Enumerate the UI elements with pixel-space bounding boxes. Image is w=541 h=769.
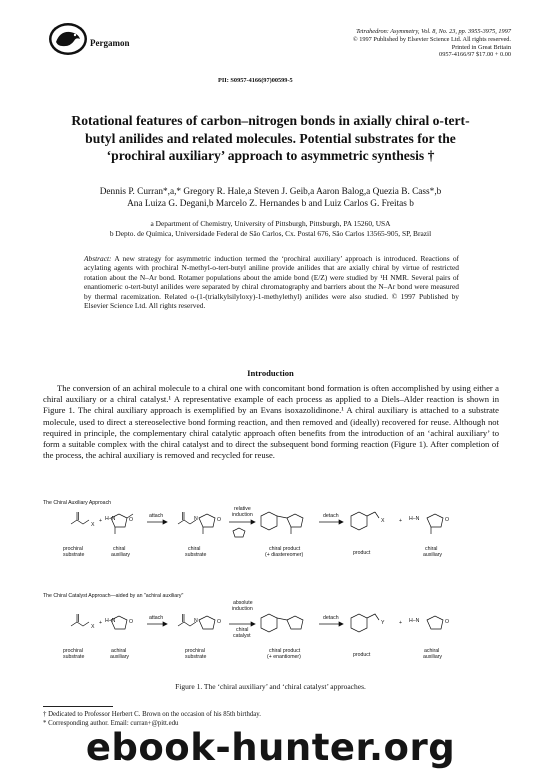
product-label-1: product <box>353 550 371 556</box>
achiral-label-1: achiral <box>111 648 127 654</box>
plus-3: + <box>99 620 103 626</box>
auxiliary-label-3: auxiliary <box>110 654 130 660</box>
row1-title: The Chiral Auxiliary Approach <box>43 500 112 506</box>
figure-1-scheme <box>43 498 499 670</box>
title-line-1: Rotational features of carbon–nitrogen bonds in axially chiral o-tert- <box>71 113 470 128</box>
copyright-line: © 1997 Published by Elsevier Science Ltd. All rights reserved. <box>352 35 511 43</box>
watermark: ebook-hunter.org <box>85 726 456 769</box>
affiliations <box>28 219 513 238</box>
detach-label-2: detach <box>323 615 339 621</box>
pergamon-logo <box>48 22 88 56</box>
detach-label-1: detach <box>323 513 339 519</box>
title-line-2: butyl anilides and related molecules. Potential substrates for the <box>85 130 456 146</box>
prochiral-label-2: prochiral <box>63 648 83 654</box>
auxiliary-label-2: auxiliary <box>423 552 443 558</box>
substrate-label-2: substrate <box>185 552 207 558</box>
prochiral-label-3: prochiral <box>185 648 205 654</box>
atom-n-2: N <box>194 618 198 624</box>
attach-label-1: attach <box>149 513 164 519</box>
atom-hn-4: H–N <box>409 618 420 624</box>
enantiomer-label: (+ enantiomer) <box>267 654 301 660</box>
chiral-label-cat: chiral <box>236 627 249 633</box>
footnote-dagger: † Dedicated to Professor Herbert C. Brown on the occasion of his 85th birthday. <box>43 711 261 718</box>
plus-1: + <box>99 518 103 524</box>
atom-hn-2: H–N <box>409 516 420 522</box>
absolute-label: absolute <box>233 600 253 606</box>
substrate-label-3: substrate <box>63 654 85 660</box>
row2-title: The Chiral Catalyst Approach—aided by an "achiral auxiliary" <box>43 593 184 599</box>
catalyst-label: catalyst <box>233 633 251 639</box>
journal-citation: Tetrahedron: Asymmetry, Vol. 8, No. 23, pp. 3955-3975, 1997 <box>356 28 511 35</box>
plus-4: + <box>399 620 403 626</box>
title-line-3: ‘prochiral auxiliary’ approach to asymmetric synthesis † <box>106 148 435 163</box>
publisher-name: Pergamon <box>90 38 130 48</box>
pii-code: PII: S0957-4166(97)00599-5 <box>218 77 293 84</box>
achiral-label-2: achiral <box>424 648 440 654</box>
atom-hn-1: H–N <box>105 516 116 522</box>
author-list <box>28 186 513 210</box>
substrate-label-1: substrate <box>63 552 85 558</box>
atom-o-5: O <box>217 619 222 625</box>
intro-paragraph: The conversion of an achiral molecule to a chiral one with concomitant bond formation is often accomplished by using either a chiral auxiliary or a chiral catalyst.¹ A representative example of each process as applied to a Diels–Alder reaction is shown in Figure 1. The chiral auxiliary approach is exemplified by an Evans isoxazolidinone.¹ A chiral auxiliary is attached to a substrate molecule, used to direct a stereoselective bond forming reaction, and then removed and (ideally) recovered for reuse. Although not required in principle, the complementary chiral catalytic approach often benefits from the introduction of an ‘achiral auxiliary’ to form a suitable complex with the chiral catalyst and to direct the subsequent bond forming reaction (Figure 1). After completion of the process, the achiral auxiliary is removed and recycled for reuse. <box>43 383 499 461</box>
figure-caption: Figure 1. The ‘chiral auxiliary’ and ‘chiral catalyst’ approaches. <box>175 682 366 691</box>
atom-o-4: O <box>129 619 134 625</box>
journal-info <box>353 28 511 59</box>
chiral-product-label-2: chiral product <box>269 648 301 654</box>
atom-hn-3: H–N <box>105 618 116 624</box>
atom-o-6: O <box>445 619 450 625</box>
authors-line-1: Dennis P. Curran*,a,* Gregory R. Hale,a Steven J. Geib,a Aaron Balog,a Quezia B. Cass*,b <box>99 187 442 197</box>
footnote-rule <box>43 706 113 707</box>
chiral-label-2: chiral <box>188 546 201 552</box>
price-line: 0957-4166/97 $17.00 + 0.00 <box>439 51 511 59</box>
chiral-product-label-1: chiral product <box>269 546 301 552</box>
article-title <box>30 112 511 165</box>
atom-y: Y <box>381 620 385 626</box>
atom-o-3: O <box>445 517 450 523</box>
chiral-label-3: chiral <box>425 546 438 552</box>
section-heading: Introduction <box>247 368 294 378</box>
substrate-label-4: substrate <box>185 654 207 660</box>
abstract <box>84 254 459 310</box>
abstract-text: A new strategy for asymmetric induction termed the ‘prochiral auxiliary’ approach is introduced. Reactions of acylating agents with prochiral N-methyl-o-tert-butyl aniline provide anilides that are axially chiral by virtue of restricted rotation about the N–Ar bond. Rotamer populations about the amide bond (E/Z) were studied by ¹H NMR. Several pairs of enantiomeric o-tert-butyl anilides were separated by chiral chromatography and barriers about the N–Ar bond were measured by thermal racemization. Related o-(1-(trialkylsilyloxy)-1-methylethyl) anilides were also studied. © 1997 Published by Elsevier Science Ltd. All rights reserved. <box>84 254 459 311</box>
induction-label-1: induction <box>232 512 253 518</box>
abstract-label: Abstract: <box>84 254 112 263</box>
atom-o-1: O <box>129 517 134 523</box>
affiliation-a: a Department of Chemistry, University of Pittsburgh, Pittsburgh, PA 15260, USA <box>150 219 391 228</box>
atom-x-1: X <box>91 522 95 528</box>
footnote-corresponding: * Corresponding author. Email: curran+@pitt.edu <box>43 720 179 727</box>
attach-label-2: attach <box>149 615 164 621</box>
atom-n-1: N <box>194 516 198 522</box>
auxiliary-label-1: auxiliary <box>111 552 131 558</box>
affiliation-b: b Depto. de Química, Universidade Federal de São Carlos, Cx. Postal 676, São Carlos 13565-905, SP, Brazil <box>109 228 432 238</box>
atom-o-2: O <box>217 517 222 523</box>
chiral-label-1: chiral <box>113 546 126 552</box>
prochiral-label-1: prochiral <box>63 546 83 552</box>
printed-line: Printed in Great Britain <box>451 43 511 51</box>
auxiliary-label-4: auxiliary <box>423 654 443 660</box>
diastereomer-label: (+ diastereomer) <box>265 552 304 558</box>
atom-x-2: X <box>381 518 385 524</box>
relative-label: relative <box>234 506 251 512</box>
product-label-2: product <box>353 652 371 658</box>
authors-line-2: Ana Luiza G. Degani,b Marcelo Z. Hernandes b and Luiz Carlos G. Freitas b <box>127 199 414 210</box>
plus-2: + <box>399 518 403 524</box>
atom-x-3: X <box>91 624 95 630</box>
induction-label-2: induction <box>232 606 253 612</box>
